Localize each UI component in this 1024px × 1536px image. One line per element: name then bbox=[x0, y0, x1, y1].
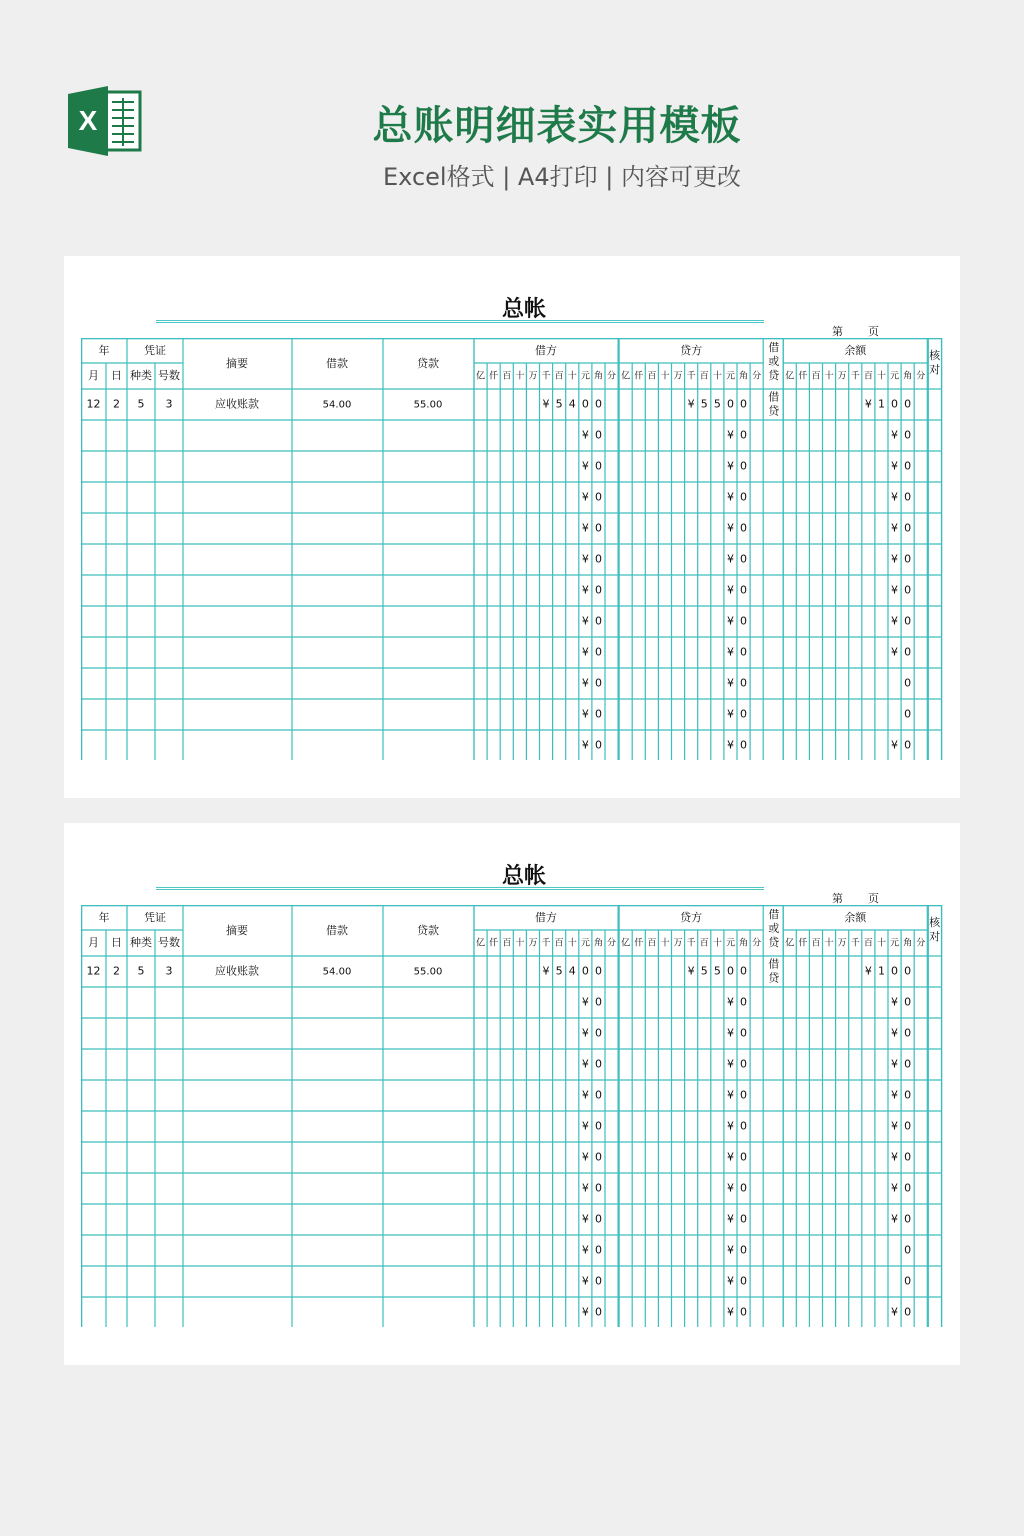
digit-unit-label: 仟 bbox=[489, 938, 499, 949]
credit-digit: 0 bbox=[740, 1057, 748, 1071]
balance-digit: 0 bbox=[904, 490, 912, 504]
digit-unit-label: 千 bbox=[686, 371, 696, 382]
digit-unit-label: 仟 bbox=[489, 371, 499, 382]
row-kind: 5 bbox=[137, 397, 145, 411]
debit-digit: ¥ bbox=[581, 645, 589, 659]
balance-digit: ¥ bbox=[891, 583, 899, 597]
debit-digit: 0 bbox=[594, 614, 602, 628]
digit-unit-label: 角 bbox=[903, 938, 913, 949]
digit-unit-label: 亿 bbox=[785, 938, 795, 949]
digit-unit-label: 十 bbox=[515, 938, 525, 949]
debit-digit: 0 bbox=[594, 1243, 602, 1257]
balance-digit: ¥ bbox=[891, 521, 899, 535]
banner-subtitle: Excel格式 | A4打印 | 内容可更改 bbox=[383, 163, 741, 191]
credit-digit: ¥ bbox=[726, 995, 734, 1009]
balance-digit: 0 bbox=[904, 1305, 912, 1319]
digit-unit-label: 千 bbox=[541, 938, 551, 949]
digit-unit-label: 百 bbox=[811, 371, 821, 382]
title-underline bbox=[156, 320, 764, 323]
balance-digit: ¥ bbox=[891, 490, 899, 504]
header-number: 号数 bbox=[158, 936, 180, 949]
balance-digit: ¥ bbox=[891, 1119, 899, 1133]
digit-unit-label: 角 bbox=[593, 371, 603, 382]
debit-digit: 4 bbox=[568, 397, 576, 411]
digit-unit-label: 十 bbox=[660, 938, 670, 949]
header-debit: 借方 bbox=[535, 344, 558, 357]
debit-digit: 0 bbox=[594, 428, 602, 442]
debit-digit: ¥ bbox=[581, 1274, 589, 1288]
digit-unit-label: 千 bbox=[686, 938, 696, 949]
credit-digit: 0 bbox=[740, 459, 748, 473]
page-label-prefix: 第 bbox=[832, 892, 843, 905]
balance-digit: ¥ bbox=[891, 1212, 899, 1226]
row-summary: 应收账款 bbox=[215, 397, 259, 411]
ledger-sheet-1 bbox=[64, 256, 960, 798]
balance-digit: 0 bbox=[904, 645, 912, 659]
balance-digit: ¥ bbox=[891, 1026, 899, 1040]
header-check: 对 bbox=[929, 930, 941, 943]
page-label bbox=[832, 323, 892, 339]
balance-digit: 0 bbox=[904, 707, 912, 721]
digit-unit-label: 万 bbox=[528, 938, 538, 949]
balance-digit: ¥ bbox=[891, 1181, 899, 1195]
debit-digit: ¥ bbox=[581, 1026, 589, 1040]
header-debit-amount: 借款 bbox=[326, 924, 348, 937]
digit-unit-label: 元 bbox=[580, 938, 590, 949]
balance-digit: 0 bbox=[904, 964, 912, 978]
sheet-title: 总帐 bbox=[501, 297, 546, 322]
credit-digit: 0 bbox=[740, 1119, 748, 1133]
header-voucher: 凭证 bbox=[144, 911, 166, 924]
digit-unit-label: 亿 bbox=[621, 938, 631, 949]
balance-digit: 0 bbox=[904, 552, 912, 566]
row-number: 3 bbox=[165, 964, 173, 978]
row-dc-flag: 借 bbox=[768, 957, 780, 971]
header-dc-flag: 贷 bbox=[768, 369, 780, 382]
credit-digit: 0 bbox=[740, 707, 748, 721]
debit-digit: 0 bbox=[594, 1181, 602, 1195]
credit-digit: 0 bbox=[740, 676, 748, 690]
debit-digit: ¥ bbox=[581, 1119, 589, 1133]
page-label-prefix: 第 bbox=[832, 325, 843, 338]
credit-digit: ¥ bbox=[726, 1305, 734, 1319]
balance-digit: 0 bbox=[904, 1181, 912, 1195]
credit-digit: ¥ bbox=[726, 707, 734, 721]
credit-digit: ¥ bbox=[726, 459, 734, 473]
header-summary: 摘要 bbox=[226, 357, 248, 370]
debit-digit: 0 bbox=[594, 964, 602, 978]
debit-digit: ¥ bbox=[581, 1212, 589, 1226]
credit-digit: 0 bbox=[726, 397, 734, 411]
credit-digit: 0 bbox=[740, 1150, 748, 1164]
credit-digit: 0 bbox=[740, 1088, 748, 1102]
balance-digit: ¥ bbox=[891, 428, 899, 442]
digit-unit-label: 百 bbox=[502, 371, 512, 382]
debit-digit: ¥ bbox=[581, 490, 589, 504]
credit-digit: 0 bbox=[740, 397, 748, 411]
balance-digit: 0 bbox=[904, 1243, 912, 1257]
balance-digit: ¥ bbox=[891, 1088, 899, 1102]
digit-unit-label: 十 bbox=[712, 371, 722, 382]
debit-digit: 0 bbox=[594, 1212, 602, 1226]
credit-digit: 0 bbox=[740, 1305, 748, 1319]
debit-digit: 0 bbox=[581, 964, 589, 978]
debit-digit: ¥ bbox=[581, 614, 589, 628]
debit-digit: ¥ bbox=[581, 676, 589, 690]
debit-digit: 0 bbox=[594, 995, 602, 1009]
ledger-sheet-2 bbox=[64, 823, 960, 1365]
credit-digit: 0 bbox=[740, 583, 748, 597]
digit-unit-label: 分 bbox=[916, 938, 926, 949]
debit-digit: 0 bbox=[594, 397, 602, 411]
credit-digit: 5 bbox=[700, 964, 708, 978]
debit-digit: 0 bbox=[594, 1274, 602, 1288]
balance-digit: ¥ bbox=[864, 397, 872, 411]
digit-unit-label: 仟 bbox=[634, 938, 644, 949]
balance-digit: 0 bbox=[904, 521, 912, 535]
header-number: 号数 bbox=[158, 369, 180, 382]
digit-unit-label: 万 bbox=[673, 371, 683, 382]
credit-digit: 5 bbox=[700, 397, 708, 411]
balance-digit: 0 bbox=[904, 1057, 912, 1071]
credit-digit: ¥ bbox=[726, 1088, 734, 1102]
credit-digit: 0 bbox=[740, 1181, 748, 1195]
credit-digit: ¥ bbox=[687, 964, 695, 978]
row-number: 3 bbox=[165, 397, 173, 411]
ledger-table bbox=[81, 338, 943, 760]
balance-digit: 0 bbox=[904, 459, 912, 473]
digit-unit-label: 元 bbox=[890, 371, 900, 382]
balance-digit: 0 bbox=[904, 1088, 912, 1102]
credit-digit: 5 bbox=[713, 964, 721, 978]
header-check: 核 bbox=[929, 349, 941, 362]
digit-unit-label: 角 bbox=[739, 371, 749, 382]
balance-digit: 0 bbox=[891, 964, 899, 978]
debit-digit: 0 bbox=[594, 1088, 602, 1102]
header-dc-flag: 或 bbox=[768, 922, 780, 935]
debit-digit: ¥ bbox=[581, 1057, 589, 1071]
balance-digit: ¥ bbox=[891, 645, 899, 659]
debit-digit: 0 bbox=[594, 738, 602, 752]
credit-digit: ¥ bbox=[726, 1150, 734, 1164]
excel-logo-letter: X bbox=[78, 105, 98, 136]
row-summary: 应收账款 bbox=[215, 964, 259, 978]
digit-unit-label: 百 bbox=[863, 371, 873, 382]
digit-unit-label: 亿 bbox=[621, 371, 631, 382]
debit-digit: ¥ bbox=[581, 707, 589, 721]
debit-digit: 0 bbox=[594, 1150, 602, 1164]
digit-unit-label: 分 bbox=[607, 371, 617, 382]
digit-unit-label: 百 bbox=[554, 371, 564, 382]
digit-unit-label: 十 bbox=[876, 371, 886, 382]
debit-digit: 0 bbox=[594, 676, 602, 690]
debit-digit: ¥ bbox=[542, 397, 550, 411]
credit-digit: ¥ bbox=[726, 645, 734, 659]
balance-digit: 1 bbox=[877, 397, 885, 411]
balance-digit: ¥ bbox=[891, 1057, 899, 1071]
credit-digit: ¥ bbox=[726, 738, 734, 752]
credit-digit: 0 bbox=[740, 1274, 748, 1288]
header-dc-flag: 贷 bbox=[768, 936, 780, 949]
credit-digit: ¥ bbox=[726, 490, 734, 504]
debit-digit: 0 bbox=[594, 490, 602, 504]
digit-unit-label: 仟 bbox=[798, 371, 808, 382]
row-dc-flag: 贷 bbox=[768, 971, 780, 985]
digit-unit-label: 元 bbox=[725, 371, 735, 382]
debit-digit: 0 bbox=[594, 459, 602, 473]
balance-digit: ¥ bbox=[891, 995, 899, 1009]
digit-unit-label: 千 bbox=[541, 371, 551, 382]
debit-digit: ¥ bbox=[581, 583, 589, 597]
header-kind: 种类 bbox=[130, 369, 152, 382]
digit-unit-label: 分 bbox=[916, 371, 926, 382]
debit-digit: 0 bbox=[594, 1026, 602, 1040]
digit-unit-label: 百 bbox=[811, 938, 821, 949]
credit-digit: ¥ bbox=[726, 614, 734, 628]
digit-unit-label: 仟 bbox=[634, 371, 644, 382]
digit-unit-label: 千 bbox=[850, 938, 860, 949]
credit-digit: ¥ bbox=[687, 397, 695, 411]
row-dc-flag: 借 bbox=[768, 390, 780, 404]
header-day: 日 bbox=[111, 369, 122, 382]
balance-digit: 0 bbox=[904, 428, 912, 442]
credit-digit: ¥ bbox=[726, 1057, 734, 1071]
balance-digit: 0 bbox=[904, 1119, 912, 1133]
header-kind: 种类 bbox=[130, 936, 152, 949]
row-kind: 5 bbox=[137, 964, 145, 978]
table-border bbox=[82, 906, 942, 1327]
header-credit: 贷方 bbox=[680, 344, 703, 357]
debit-digit: ¥ bbox=[581, 1181, 589, 1195]
credit-digit: 0 bbox=[740, 1212, 748, 1226]
digit-unit-label: 十 bbox=[824, 371, 834, 382]
header-credit-amount: 贷款 bbox=[417, 357, 439, 370]
digit-unit-label: 元 bbox=[725, 938, 735, 949]
header-check: 对 bbox=[929, 363, 941, 376]
balance-digit: 0 bbox=[891, 397, 899, 411]
balance-digit: 0 bbox=[904, 738, 912, 752]
balance-digit: ¥ bbox=[891, 1150, 899, 1164]
debit-digit: 0 bbox=[594, 1305, 602, 1319]
debit-digit: ¥ bbox=[581, 459, 589, 473]
balance-digit: ¥ bbox=[864, 964, 872, 978]
header-dc-flag: 或 bbox=[768, 355, 780, 368]
digit-unit-label: 十 bbox=[567, 938, 577, 949]
digit-unit-label: 元 bbox=[580, 371, 590, 382]
sheet-title: 总帐 bbox=[501, 864, 546, 889]
digit-unit-label: 百 bbox=[647, 938, 657, 949]
row-month: 12 bbox=[86, 397, 101, 411]
digit-unit-label: 万 bbox=[837, 938, 847, 949]
digit-unit-label: 百 bbox=[863, 938, 873, 949]
banner-title: 总账明细表实用模板 bbox=[372, 103, 742, 149]
digit-unit-label: 亿 bbox=[476, 938, 486, 949]
balance-digit: 0 bbox=[904, 1274, 912, 1288]
header-summary: 摘要 bbox=[226, 924, 248, 937]
digit-unit-label: 分 bbox=[607, 938, 617, 949]
header-voucher: 凭证 bbox=[144, 344, 166, 357]
debit-digit: 0 bbox=[594, 583, 602, 597]
credit-digit: 0 bbox=[740, 1243, 748, 1257]
debit-digit: ¥ bbox=[581, 738, 589, 752]
credit-digit: ¥ bbox=[726, 1212, 734, 1226]
digit-unit-label: 亿 bbox=[785, 371, 795, 382]
row-credit-amount: 55.00 bbox=[413, 399, 443, 411]
balance-digit: 0 bbox=[904, 583, 912, 597]
digit-unit-label: 百 bbox=[647, 371, 657, 382]
page-label-suffix: 页 bbox=[868, 325, 879, 338]
header-debit-amount: 借款 bbox=[326, 357, 348, 370]
digit-unit-label: 十 bbox=[712, 938, 722, 949]
digit-unit-label: 百 bbox=[554, 938, 564, 949]
row-debit-amount: 54.00 bbox=[322, 399, 352, 411]
digit-unit-label: 十 bbox=[876, 938, 886, 949]
credit-digit: 0 bbox=[726, 964, 734, 978]
debit-digit: 5 bbox=[555, 964, 563, 978]
debit-digit: ¥ bbox=[581, 521, 589, 535]
header-day: 日 bbox=[111, 936, 122, 949]
balance-digit: ¥ bbox=[891, 1305, 899, 1319]
debit-digit: 5 bbox=[555, 397, 563, 411]
balance-digit: 0 bbox=[904, 1150, 912, 1164]
debit-digit: 0 bbox=[581, 397, 589, 411]
row-month: 12 bbox=[86, 964, 101, 978]
header-credit-amount: 贷款 bbox=[417, 924, 439, 937]
digit-unit-label: 万 bbox=[673, 938, 683, 949]
digit-unit-label: 角 bbox=[593, 938, 603, 949]
header-month: 月 bbox=[88, 936, 99, 949]
credit-digit: ¥ bbox=[726, 428, 734, 442]
debit-digit: 0 bbox=[594, 552, 602, 566]
page-label bbox=[832, 890, 892, 906]
credit-digit: 0 bbox=[740, 552, 748, 566]
row-credit-amount: 55.00 bbox=[413, 966, 443, 978]
table-border bbox=[82, 339, 942, 760]
balance-digit: 0 bbox=[904, 1026, 912, 1040]
credit-digit: 0 bbox=[740, 490, 748, 504]
debit-digit: ¥ bbox=[581, 1305, 589, 1319]
credit-digit: 0 bbox=[740, 645, 748, 659]
digit-unit-label: 十 bbox=[824, 938, 834, 949]
credit-digit: 0 bbox=[740, 964, 748, 978]
debit-digit: ¥ bbox=[581, 552, 589, 566]
digit-unit-label: 百 bbox=[699, 938, 709, 949]
balance-digit: ¥ bbox=[891, 552, 899, 566]
debit-digit: 0 bbox=[594, 521, 602, 535]
digit-unit-label: 分 bbox=[752, 938, 762, 949]
credit-digit: ¥ bbox=[726, 1026, 734, 1040]
balance-digit: ¥ bbox=[891, 614, 899, 628]
credit-digit: 0 bbox=[740, 614, 748, 628]
balance-digit: 0 bbox=[904, 995, 912, 1009]
credit-digit: 0 bbox=[740, 995, 748, 1009]
ledger-table bbox=[81, 905, 943, 1327]
header-year: 年 bbox=[98, 911, 110, 924]
debit-digit: ¥ bbox=[581, 995, 589, 1009]
digit-unit-label: 千 bbox=[850, 371, 860, 382]
debit-digit: ¥ bbox=[581, 428, 589, 442]
credit-digit: ¥ bbox=[726, 521, 734, 535]
digit-unit-label: 分 bbox=[752, 371, 762, 382]
title-underline bbox=[156, 887, 764, 890]
balance-digit: 0 bbox=[904, 1212, 912, 1226]
header-dc-flag: 借 bbox=[768, 908, 780, 921]
digit-unit-label: 万 bbox=[528, 371, 538, 382]
digit-unit-label: 百 bbox=[699, 371, 709, 382]
header-debit: 借方 bbox=[535, 911, 558, 924]
digit-unit-label: 元 bbox=[890, 938, 900, 949]
digit-unit-label: 亿 bbox=[476, 371, 486, 382]
balance-digit: ¥ bbox=[891, 738, 899, 752]
digit-unit-label: 角 bbox=[903, 371, 913, 382]
row-debit-amount: 54.00 bbox=[322, 966, 352, 978]
header-year: 年 bbox=[98, 344, 110, 357]
digit-unit-label: 仟 bbox=[798, 938, 808, 949]
debit-digit: 0 bbox=[594, 1057, 602, 1071]
credit-digit: 0 bbox=[740, 1026, 748, 1040]
debit-digit: ¥ bbox=[581, 1088, 589, 1102]
digit-unit-label: 百 bbox=[502, 938, 512, 949]
balance-digit: 0 bbox=[904, 614, 912, 628]
debit-digit: ¥ bbox=[581, 1150, 589, 1164]
credit-digit: ¥ bbox=[726, 1181, 734, 1195]
digit-unit-label: 十 bbox=[567, 371, 577, 382]
debit-digit: ¥ bbox=[581, 1243, 589, 1257]
credit-digit: ¥ bbox=[726, 1119, 734, 1133]
credit-digit: ¥ bbox=[726, 1274, 734, 1288]
debit-digit: 0 bbox=[594, 645, 602, 659]
digit-unit-label: 万 bbox=[837, 371, 847, 382]
header-dc-flag: 借 bbox=[768, 341, 780, 354]
credit-digit: ¥ bbox=[726, 583, 734, 597]
row-day: 2 bbox=[113, 397, 120, 411]
header-balance: 余额 bbox=[844, 344, 867, 357]
balance-digit: ¥ bbox=[891, 459, 899, 473]
balance-digit: 0 bbox=[904, 397, 912, 411]
balance-digit: 1 bbox=[877, 964, 885, 978]
credit-digit: ¥ bbox=[726, 552, 734, 566]
digit-unit-label: 十 bbox=[660, 371, 670, 382]
digit-unit-label: 十 bbox=[515, 371, 525, 382]
credit-digit: 0 bbox=[740, 428, 748, 442]
page-label-suffix: 页 bbox=[868, 892, 879, 905]
credit-digit: ¥ bbox=[726, 1243, 734, 1257]
credit-digit: 0 bbox=[740, 738, 748, 752]
row-dc-flag: 贷 bbox=[768, 404, 780, 418]
credit-digit: 0 bbox=[740, 521, 748, 535]
credit-digit: ¥ bbox=[726, 676, 734, 690]
debit-digit: ¥ bbox=[542, 964, 550, 978]
header-credit: 贷方 bbox=[680, 911, 703, 924]
digit-unit-label: 角 bbox=[739, 938, 749, 949]
header-balance: 余额 bbox=[844, 911, 867, 924]
debit-digit: 0 bbox=[594, 1119, 602, 1133]
header-check: 核 bbox=[929, 916, 941, 929]
row-day: 2 bbox=[113, 964, 120, 978]
balance-digit: 0 bbox=[904, 676, 912, 690]
credit-digit: 5 bbox=[713, 397, 721, 411]
debit-digit: 0 bbox=[594, 707, 602, 721]
debit-digit: 4 bbox=[568, 964, 576, 978]
header-month: 月 bbox=[88, 369, 99, 382]
